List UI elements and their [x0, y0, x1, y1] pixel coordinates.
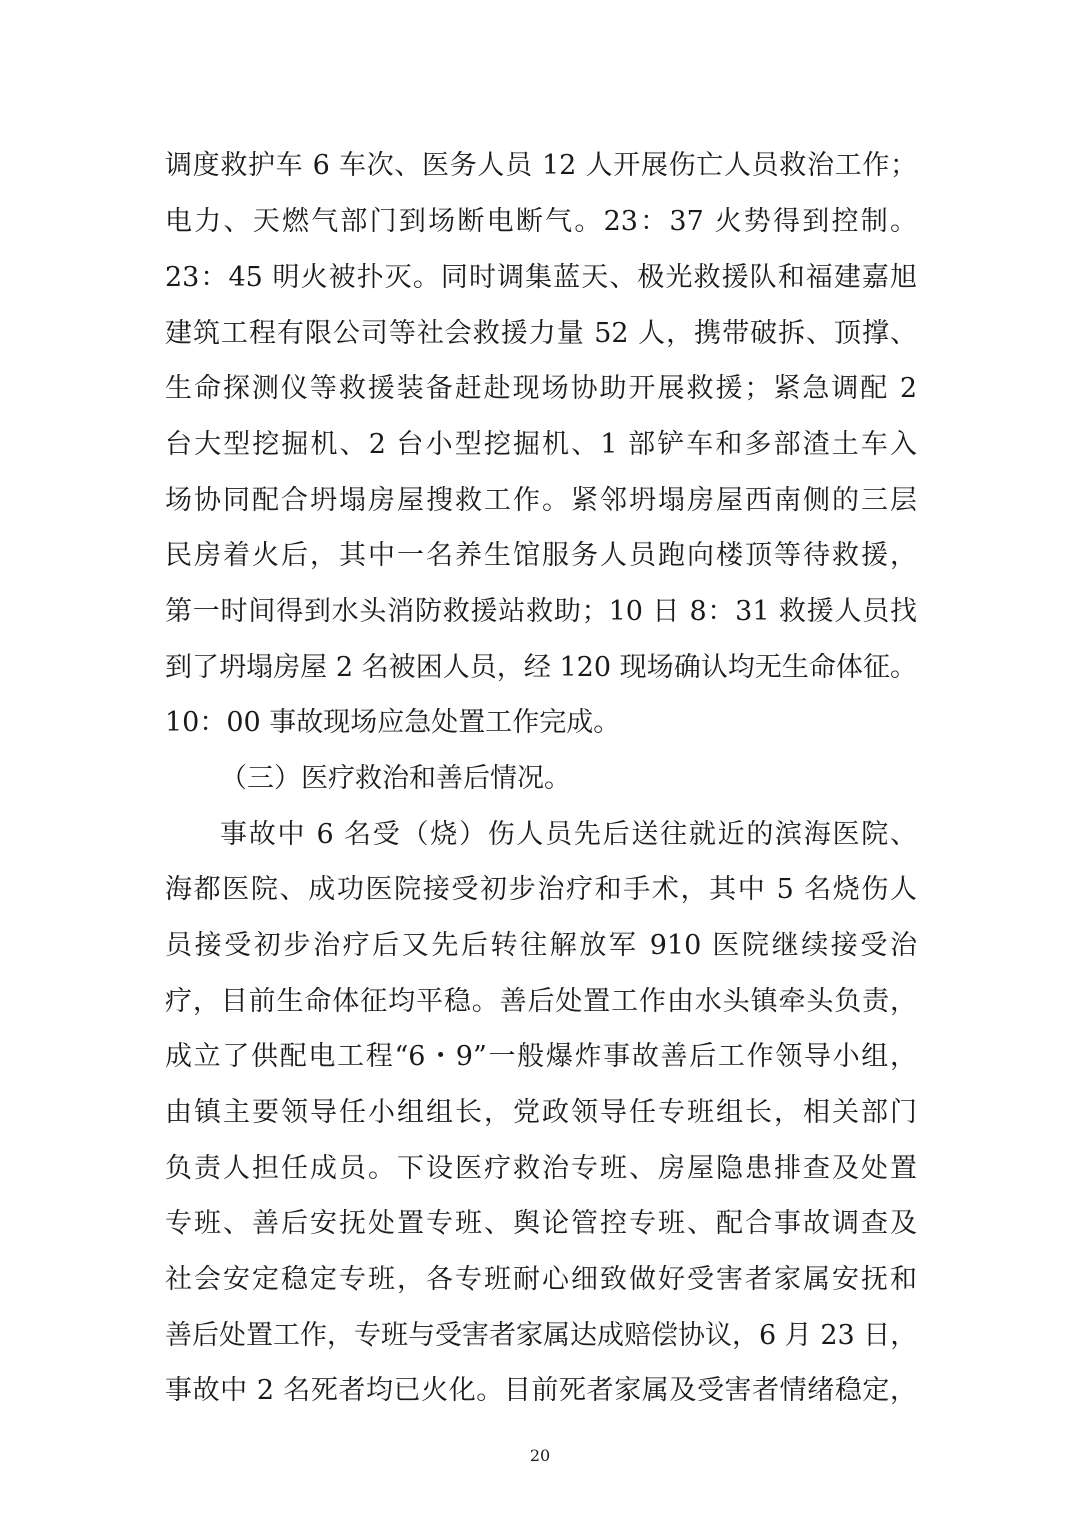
- paragraph-line: 事故中 2 名死者均已火化。目前死者家属及受害者情绪稳定，: [165, 1375, 917, 1406]
- paragraph-line: 负责人担任成员。下设医疗救治专班、房屋隐患排查及处置: [165, 1153, 917, 1184]
- paragraph-line: 海都医院、成功医院接受初步治疗和手术，其中 5 名烧伤人: [165, 874, 917, 905]
- paragraph-line: 专班、善后安抚处置专班、舆论管控专班、配合事故调查及: [165, 1208, 917, 1239]
- paragraph-line: 由镇主要领导任小组组长，党政领导任专班组长，相关部门: [165, 1097, 917, 1128]
- text-line: 电力、天燃气部门到场断电断气。23：37 火势得到控制。: [165, 206, 917, 237]
- text-line: 到了坍塌房屋 2 名被困人员，经 120 现场确认均无生命体征。: [165, 652, 917, 683]
- section-heading: （三）医疗救治和善后情况。: [220, 763, 571, 794]
- paragraph-line: 善后处置工作，专班与受害者家属达成赔偿协议，6 月 23 日，: [165, 1320, 918, 1351]
- text-line: 23：45 明火被扑灭。同时调集蓝天、极光救援队和福建嘉旭: [165, 262, 917, 293]
- text-line: 生命探测仪等救援装备赶赴现场协助开展救援；紧急调配 2: [165, 373, 917, 404]
- text-line: 调度救护车 6 车次、医务人员 12 人开展伤亡人员救治工作；: [165, 150, 917, 181]
- text-line: 场协同配合坍塌房屋搜救工作。紧邻坍塌房屋西南侧的三层: [165, 485, 917, 516]
- paragraph-line: 疗，目前生命体征均平稳。善后处置工作由水头镇牵头负责，: [165, 986, 917, 1017]
- text-line: 民房着火后，其中一名养生馆服务人员跑向楼顶等待救援，: [165, 540, 917, 571]
- paragraph-line: 成立了供配电工程“6・9”一般爆炸事故善后工作领导小组，: [165, 1041, 917, 1072]
- text-line: 台大型挖掘机、2 台小型挖掘机、1 部铲车和多部渣土车入: [165, 429, 917, 460]
- paragraph-line: 员接受初步治疗后又先后转往解放军 910 医院继续接受治: [165, 930, 917, 961]
- page-number: 20: [529, 1446, 551, 1465]
- text-line: 建筑工程有限公司等社会救援力量 52 人，携带破拆、顶撑、: [165, 318, 917, 349]
- paragraph-line: 事故中 6 名受（烧）伤人员先后送往就近的滨海医院、: [220, 819, 917, 850]
- text-line: 第一时间得到水头消防救援站救助；10 日 8：31 救援人员找: [165, 596, 917, 627]
- paragraph-line: 社会安定稳定专班，各专班耐心细致做好受害者家属安抚和: [165, 1264, 917, 1295]
- text-line: 10：00 事故现场应急处置工作完成。: [165, 707, 621, 738]
